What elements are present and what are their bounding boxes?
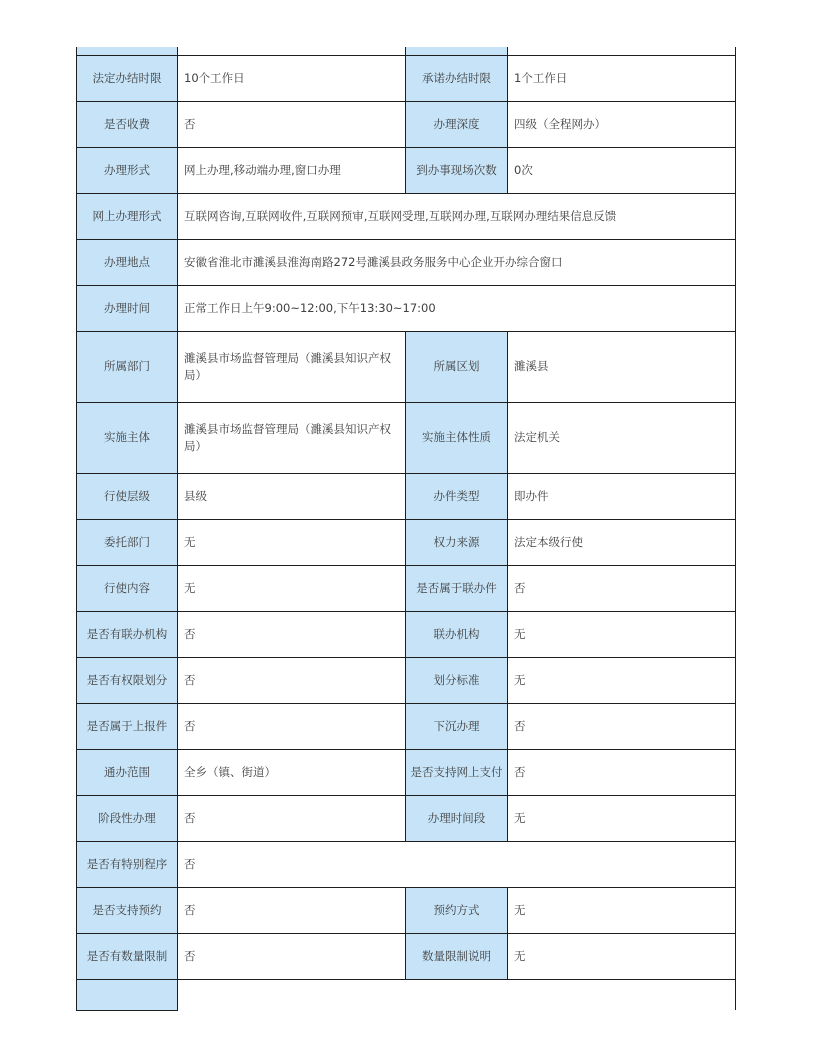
table-row	[77, 657, 736, 703]
label-cell	[77, 47, 178, 55]
label-cell	[77, 979, 178, 1010]
table-row	[77, 887, 736, 933]
value-cell	[508, 47, 736, 55]
label-cell: 预约方式	[406, 887, 508, 933]
table-row	[77, 55, 736, 101]
label-cell: 是否有数量限制	[77, 933, 178, 979]
matter-info-table	[76, 47, 736, 1011]
value-cell: 否	[178, 841, 736, 887]
label-cell: 网上办理形式	[77, 193, 178, 239]
label-cell: 所属区划	[406, 331, 508, 402]
table-row	[77, 473, 736, 519]
table-row-bottom-fragment	[77, 979, 736, 1010]
value-cell: 正常工作日上午9:00~12:00,下午13:30~17:00	[178, 285, 736, 331]
label-cell: 实施主体	[77, 402, 178, 473]
value-cell: 安徽省淮北市濉溪县淮海南路272号濉溪县政务服务中心企业开办综合窗口	[178, 239, 736, 285]
value-cell: 全乡（镇、街道）	[178, 749, 406, 795]
value-cell: 无	[508, 887, 736, 933]
label-cell: 承诺办结时限	[406, 55, 508, 101]
table-row	[77, 285, 736, 331]
label-cell: 下沉办理	[406, 703, 508, 749]
label-cell: 到办事现场次数	[406, 147, 508, 193]
value-cell: 县级	[178, 473, 406, 519]
label-cell: 办理深度	[406, 101, 508, 147]
value-cell: 否	[178, 887, 406, 933]
label-cell: 行使内容	[77, 565, 178, 611]
value-cell: 四级（全程网办）	[508, 101, 736, 147]
value-cell	[178, 979, 736, 1010]
table-row	[77, 841, 736, 887]
label-cell: 是否属于上报件	[77, 703, 178, 749]
value-cell: 否	[178, 657, 406, 703]
table-row	[77, 402, 736, 473]
table-row	[77, 239, 736, 285]
value-cell: 无	[178, 519, 406, 565]
value-cell: 无	[508, 611, 736, 657]
value-cell: 无	[178, 565, 406, 611]
table-row-top-fragment	[77, 47, 736, 55]
table-row	[77, 611, 736, 657]
value-cell: 否	[178, 933, 406, 979]
label-cell: 阶段性办理	[77, 795, 178, 841]
value-cell: 无	[508, 657, 736, 703]
label-cell: 是否支持网上支付	[406, 749, 508, 795]
value-cell: 法定机关	[508, 402, 736, 473]
value-cell: 否	[508, 703, 736, 749]
label-cell: 办理形式	[77, 147, 178, 193]
value-cell: 否	[508, 565, 736, 611]
value-cell: 无	[508, 795, 736, 841]
value-cell: 网上办理,移动端办理,窗口办理	[178, 147, 406, 193]
label-cell: 是否有联办机构	[77, 611, 178, 657]
value-cell: 10个工作日	[178, 55, 406, 101]
value-cell: 0次	[508, 147, 736, 193]
table-row	[77, 933, 736, 979]
table-row	[77, 101, 736, 147]
value-cell: 否	[178, 611, 406, 657]
value-cell: 否	[178, 703, 406, 749]
label-cell: 实施主体性质	[406, 402, 508, 473]
table-row	[77, 147, 736, 193]
value-cell: 即办件	[508, 473, 736, 519]
label-cell: 委托部门	[77, 519, 178, 565]
value-cell: 互联网咨询,互联网收件,互联网预审,互联网受理,互联网办理,互联网办理结果信息反馈	[178, 193, 736, 239]
value-cell: 濉溪县市场监督管理局（濉溪县知识产权局）	[178, 402, 406, 473]
label-cell: 办理时间	[77, 285, 178, 331]
table-row	[77, 795, 736, 841]
label-cell: 是否有权限划分	[77, 657, 178, 703]
label-cell: 权力来源	[406, 519, 508, 565]
label-cell	[406, 47, 508, 55]
table-row	[77, 193, 736, 239]
table-row	[77, 565, 736, 611]
value-cell: 否	[178, 795, 406, 841]
label-cell: 是否支持预约	[77, 887, 178, 933]
table-row	[77, 331, 736, 402]
label-cell: 办件类型	[406, 473, 508, 519]
label-cell: 办理地点	[77, 239, 178, 285]
value-cell: 濉溪县	[508, 331, 736, 402]
label-cell: 是否收费	[77, 101, 178, 147]
value-cell: 濉溪县市场监督管理局（濉溪县知识产权局）	[178, 331, 406, 402]
label-cell: 是否有特别程序	[77, 841, 178, 887]
label-cell: 法定办结时限	[77, 55, 178, 101]
value-cell: 否	[178, 101, 406, 147]
label-cell: 所属部门	[77, 331, 178, 402]
label-cell: 划分标准	[406, 657, 508, 703]
label-cell: 行使层级	[77, 473, 178, 519]
value-cell: 1个工作日	[508, 55, 736, 101]
table-row	[77, 519, 736, 565]
label-cell: 办理时间段	[406, 795, 508, 841]
label-cell: 数量限制说明	[406, 933, 508, 979]
label-cell: 通办范围	[77, 749, 178, 795]
label-cell: 联办机构	[406, 611, 508, 657]
value-cell: 法定本级行使	[508, 519, 736, 565]
value-cell: 否	[508, 749, 736, 795]
value-cell	[178, 47, 406, 55]
table-row	[77, 749, 736, 795]
table-row	[77, 703, 736, 749]
value-cell: 无	[508, 933, 736, 979]
label-cell: 是否属于联办件	[406, 565, 508, 611]
